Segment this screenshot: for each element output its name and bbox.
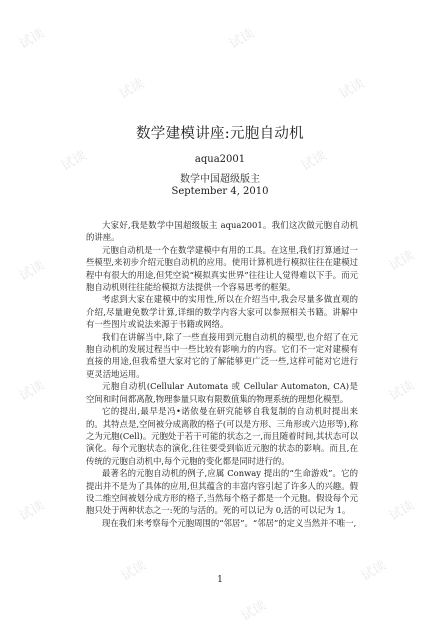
watermark-text: 试读 bbox=[16, 26, 48, 53]
author-affiliation: 数学中国超级版主 bbox=[180, 174, 260, 185]
watermark-text: 试读 bbox=[118, 558, 150, 585]
body-paragraph: 最著名的元胞自动机的例子,应属 Conway 提出的“生命游戏”。它的提出并不是为了具体的应用,但其蕴含的丰富内容引起了许多人的兴趣。假设二维空间被划分成方形的格子,当然每个格子都是一个元胞。假设每个元胞只处于两种状态之一:死的与活的。死的可以记为 0,活的可以记为 1。 bbox=[86, 468, 358, 516]
document-date: September 4, 2010 bbox=[171, 186, 269, 197]
watermark-text: 试读 bbox=[226, 26, 258, 53]
watermark-text: 试读 bbox=[336, 76, 368, 103]
body-paragraph: 现在我们来考察每个元胞周围的“邻居”。“邻居”的定义当然并不唯一, bbox=[102, 517, 357, 528]
body-paragraph: 它的提出,最早是冯•诺依曼在研究能够自我复制的自动机时提出来的。其特点是,空间被分成离散的格子(可以是方形、三角形或六边形等),称之为元胞(Cell)。元胞处于若干可能的状态之一,而且随着时间,其状态可以演化。每个元胞状态的演化,往往要受到临近元胞的状态的影响。而且,在传统的元胞自动机中,每个元胞的变化都是同时进行的。 bbox=[86, 406, 358, 466]
document-author: aqua2001 bbox=[194, 154, 246, 165]
watermark-text: 试读 bbox=[238, 598, 270, 624]
watermark-text: 试读 bbox=[16, 258, 48, 285]
page-number: 1 bbox=[217, 575, 223, 585]
watermark-text: 试读 bbox=[386, 378, 418, 405]
watermark-text: 试读 bbox=[358, 558, 390, 585]
watermark-text: 试读 bbox=[16, 378, 48, 405]
watermark-text: 试读 bbox=[386, 248, 418, 275]
watermark-text: 试读 bbox=[386, 498, 418, 525]
watermark-text: 试读 bbox=[16, 498, 48, 525]
watermark-text: 试读 bbox=[298, 148, 330, 175]
body-paragraph: 考虑到大家在建模中的实用性,所以在介绍当中,我会尽量多做直观的介绍,尽量避免数学计算,详细的数学内容大家可以参照相关书籍。讲解中有一些图片或说法来源于书籍或网络。 bbox=[86, 294, 358, 330]
body-paragraph: 元胞自动机(Cellular Automata 或 Cellular Automaton, CA)是空间和时间都离散,物理参量只取有限数值集的物理系统的理想化模型。 bbox=[86, 381, 358, 404]
body-paragraph: 元胞自动机是一个在数学建模中有用的工具。在这里,我们打算通过一些模型,来初步介绍元胞自动机的应用。使用计算机进行模拟往往在建模过程中有很大的用途,但凭空说“模拟真实世界”往往让人觉得难以下手。而元胞自动机则往往能给模拟方法提供一个容易思考的框架。 bbox=[86, 244, 358, 293]
body-paragraph: 我们在讲解当中,除了一些直接用到元胞自动机的模型,也介绍了在元胞自动机的发展过程当中一些比较有影响力的内容。它们不一定对建模有直接的用途,但我希望大家对它的了解能够更广泛一些,这样可能对它进行更灵活地运用。 bbox=[86, 331, 358, 379]
watermark-text: 试读 bbox=[116, 76, 148, 103]
document-body bbox=[86, 219, 358, 529]
watermark-text: 试读 bbox=[58, 148, 90, 175]
document-title: 数学建模讲座:元胞自动机 bbox=[136, 126, 304, 142]
body-paragraph: 大家好,我是数学中国超级版主 aqua2001。我们这次做元胞自动机的讲座。 bbox=[86, 220, 358, 243]
